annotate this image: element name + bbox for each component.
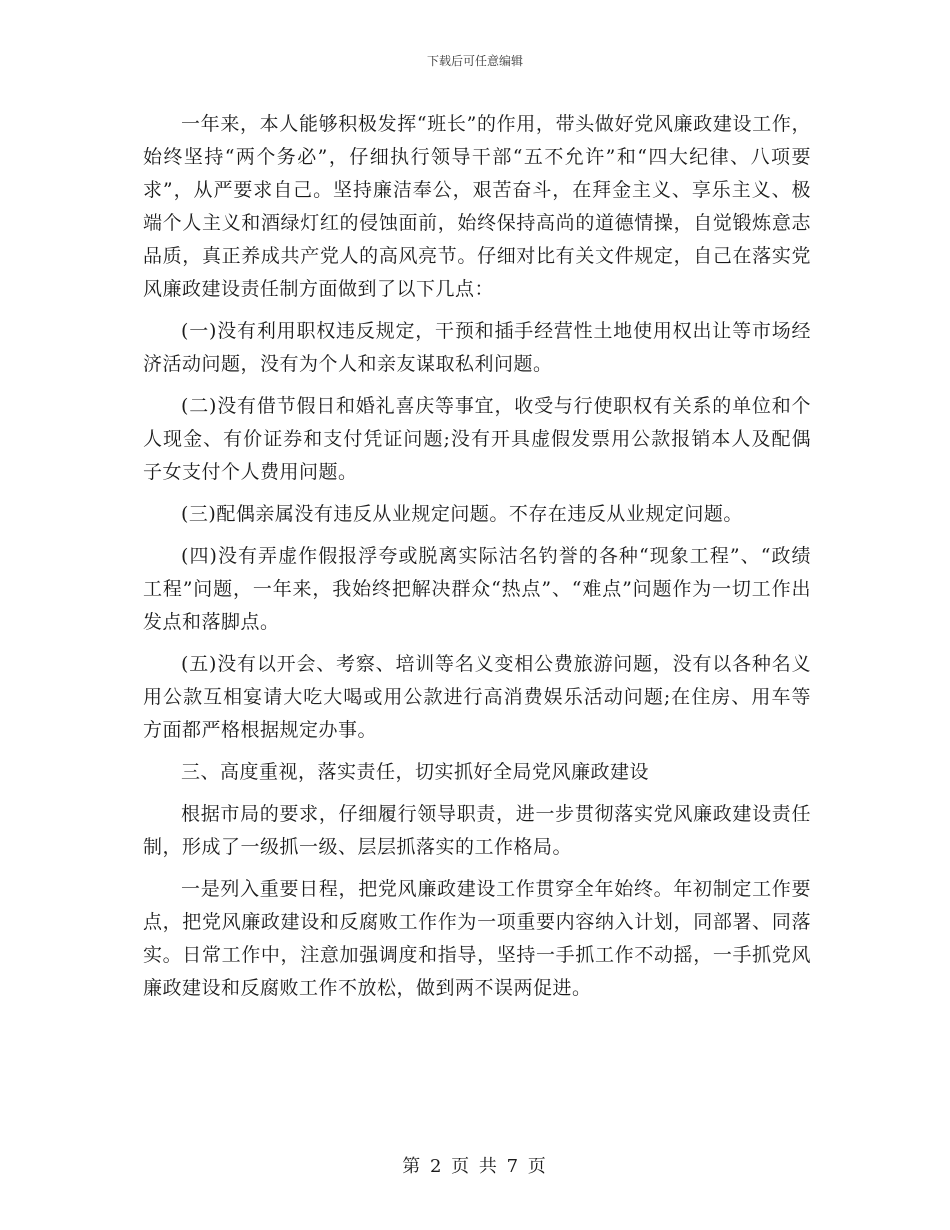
paragraph: 一年来，本人能够积极发挥“班长”的作用，带头做好党风廉政建设工作，始终坚持“两个务必”，仔细执行领导干部“五不允许”和“四大纪律、八项要求”，从严要求自己。坚持廉洁奉公，艰苦奋斗，在拜金主义、享乐主义、极端个人主义和酒绿灯红的侵蚀面前，始终保持高尚的道德情操，自觉锻炼意志品质，真正养成共产党人的高风亮节。仔细对比有关文件规定，自己在落实党风廉政建设责任制方面做到了以下几点： — [143, 113, 811, 300]
document-body — [143, 108, 811, 1014]
paragraph: (二)没有借节假日和婚礼喜庆等事宜，收受与行使职权有关系的单位和个人现金、有价证券和支付凭证问题;没有开具虚假发票用公款报销本人及配偶子女支付个人费用问题。 — [143, 395, 811, 483]
paragraph: (三)配偶亲属没有违反从业规定问题。不存在违反从业规定问题。 — [181, 503, 743, 525]
paragraph: (五)没有以开会、考察、培训等名义变相公费旅游问题，没有以各种名义用公款互相宴请大吃大喝或用公款进行高消费娱乐活动问题;在住房、用车等方面都严格根据规定办事。 — [143, 653, 811, 741]
paragraph: (一)没有利用职权违反规定，干预和插手经营性土地使用权出让等市场经济活动问题，没有为个人和亲友谋取私利问题。 — [143, 320, 811, 375]
page-header: 下载后可任意编辑 — [426, 54, 523, 68]
paragraph: (四)没有弄虚作假报浮夸或脱离实际沽名钓誉的各种“现象工程”、“政绩工程”问题，一年来，我始终把解决群众“热点”、“难点”问题作为一切工作出发点和落脚点。 — [143, 545, 811, 633]
paragraph: 一是列入重要日程，把党风廉政建设工作贯穿全年始终。年初制定工作要点，把党风廉政建设和反腐败工作作为一项重要内容纳入计划，同部署、同落实。日常工作中，注意加强调度和指导，坚持一手抓工作不动摇，一手抓党风廉政建设和反腐败工作不放松，做到两不误两促进。 — [143, 878, 811, 999]
section-heading: 三、高度重视，落实责任，切实抓好全局党风廉政建设 — [181, 761, 650, 783]
paragraph: 根据市局的要求，仔细履行领导职责，进一步贯彻落实党风廉政建设责任制，形成了一级抓一级、层层抓落实的工作格局。 — [143, 803, 811, 858]
page-number: 第 2 页 共 7 页 — [402, 1156, 548, 1177]
